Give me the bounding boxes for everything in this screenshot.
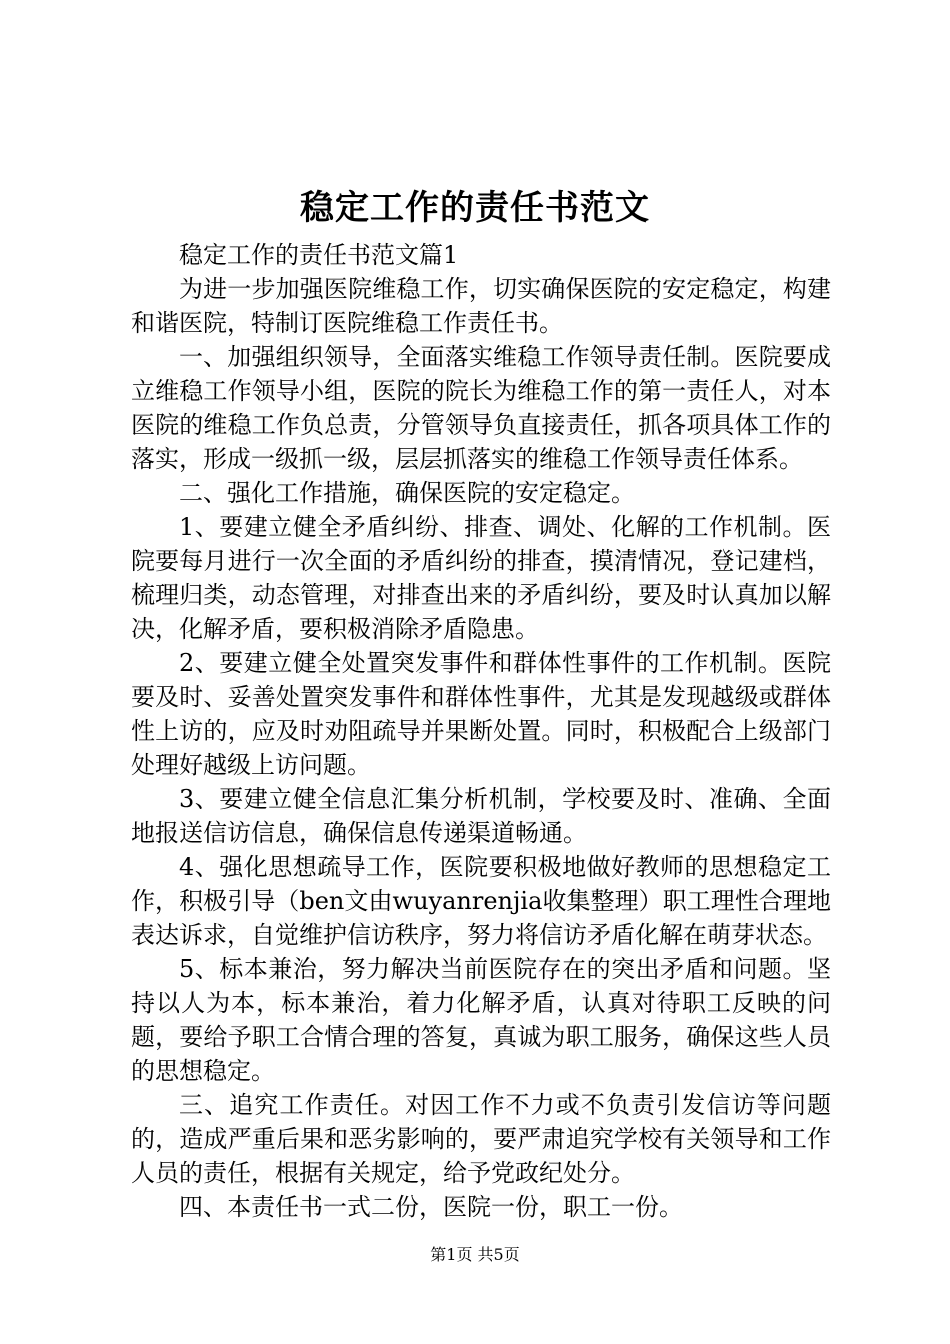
paragraph-section-3: 三、追究工作责任。对因工作不力或不负责引发信访等问题的，造成严重后果和恶劣影响的，要严肃追究学校有关领导和工作人员的责任，根据有关规定，给予党政纪处分。 <box>131 1091 831 1187</box>
document-body <box>131 238 831 1224</box>
paragraph-item-1: 1、要建立健全矛盾纠纷、排查、调处、化解的工作机制。医院要每月进行一次全面的矛盾纠纷的排查，摸清情况，登记建档，梳理归类，动态管理，对排查出来的矛盾纠纷，要及时认真加以解决，化解矛盾，要积极消除矛盾隐患。 <box>131 513 831 643</box>
paragraph-item-4: 4、强化思想疏导工作，医院要积极地做好教师的思想稳定工作，积极引导（ben文由wuyanrenjia收集整理）职工理性合理地表达诉求，自觉维护信访秩序，努力将信访矛盾化解在萌芽状态。 <box>131 853 831 949</box>
paragraph-section-2: 二、强化工作措施，确保医院的安定稳定。 <box>179 479 635 507</box>
paragraph-subtitle: 稳定工作的责任书范文篇1 <box>179 241 459 269</box>
paragraph-section-4: 四、本责任书一式二份，医院一份，职工一份。 <box>179 1193 683 1221</box>
page-footer: 第1页 共5页 <box>430 1245 520 1264</box>
paragraph-intro: 为进一步加强医院维稳工作，切实确保医院的安定稳定，构建和谐医院，特制订医院维稳工作责任书。 <box>131 275 831 337</box>
paragraph-section-1: 一、加强组织领导，全面落实维稳工作领导责任制。医院要成立维稳工作领导小组，医院的院长为维稳工作的第一责任人，对本医院的维稳工作负总责，分管领导负直接责任，抓各项具体工作的落实，形成一级抓一级，层层抓落实的维稳工作领导责任体系。 <box>131 343 831 473</box>
paragraph-item-3: 3、要建立健全信息汇集分析机制，学校要及时、准确、全面地报送信访信息，确保信息传递渠道畅通。 <box>131 785 831 847</box>
document-title: 稳定工作的责任书范文 <box>300 188 650 228</box>
paragraph-item-5: 5、标本兼治，努力解决当前医院存在的突出矛盾和问题。坚持以人为本，标本兼治，着力化解矛盾，认真对待职工反映的问题，要给予职工合情合理的答复，真诚为职工服务，确保这些人员的思想稳定。 <box>131 955 831 1085</box>
paragraph-item-2: 2、要建立健全处置突发事件和群体性事件的工作机制。医院要及时、妥善处置突发事件和群体性事件，尤其是发现越级或群体性上访的，应及时劝阻疏导并果断处置。同时，积极配合上级部门处理好越级上访问题。 <box>131 649 831 779</box>
